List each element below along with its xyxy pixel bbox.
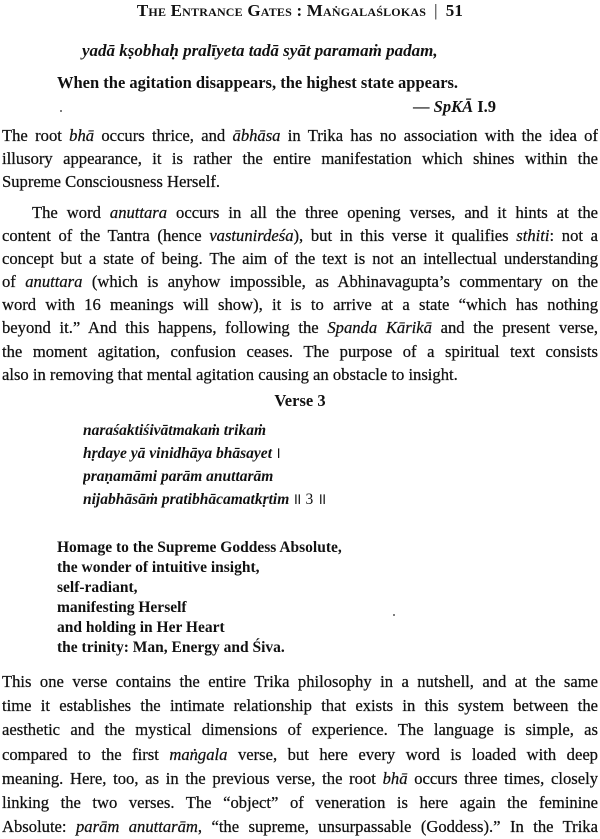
verse-translation-line: Homage to the Supreme Goddess Absolute, [57,539,342,556]
text-run: illusory appearance, it is rather the entire manifestation which shines within the [2,149,598,168]
paragraph-2 [2,201,598,386]
text-line [2,694,598,718]
text-run: content of the Tantra (hence [2,226,210,246]
text-run: The word [32,203,110,222]
italic-term: maṅgala [169,744,228,764]
italic-term: praṇamāmi parām anuttarām [83,468,274,485]
text-run: , “the supreme, unsurpassable (Goddess).” In the Trika [197,817,598,837]
text-run: concept but a state of being. The aim of the text is not an intellectual understanding [2,249,598,269]
italic-term: Spanda Kārikā [327,318,432,338]
italic-term: anuttara [109,203,168,222]
text-run: occurs in all the three opening verses, and it hints at the [167,203,598,222]
text-run: compared to the first [2,744,170,764]
running-header [0,0,600,22]
citation-dash: — [413,97,434,116]
citation-ref: I.9 [473,97,496,116]
text-run: ), but in this verse it qualifies [293,226,517,246]
text-line [2,124,598,147]
text-run: of [2,272,26,292]
verse-translation-line: and holding in Her Heart [57,619,225,636]
text-line [2,270,598,293]
text-line [2,224,598,247]
verse-heading: Verse 3 [274,391,326,410]
text-run: and the present verse, [431,318,598,338]
header-separator: | [434,1,438,20]
italic-term: sthiti [516,226,550,246]
text-run: verse, but here every word is loaded with deep [227,744,598,764]
verse-line [83,419,326,442]
italic-term: anuttara [25,272,83,292]
text-line [2,340,598,363]
citation-source: SpKĀ [433,97,474,116]
text-line [2,363,598,386]
danda-mark: । [275,445,281,462]
italic-term: naraśaktiśivātmakaṁ trikaṁ [83,422,267,439]
text-run: also in removing that mental agitation causing an obstacle to insight. [2,364,458,384]
text-line [2,670,598,694]
text-line [2,718,598,742]
text-line [2,170,598,193]
text-line [2,147,598,170]
text-line [2,247,598,270]
verse-line [83,488,326,511]
epigraph-translation: When the agitation disappears, the highest state appears. [57,73,459,92]
italic-term: bhā [382,768,408,788]
text-run: This one verse contains the entire Trika philosophy in a nutshell, and at the same [2,672,598,691]
text-line [2,201,598,224]
epigraph-sanskrit: yadā kṣobhaḥ pralīyeta tadā syāt paramaṁ padam, [82,41,438,60]
verse-line [83,442,326,465]
verse-translation-line: manifesting Herself [57,599,187,616]
scan-speck [393,614,395,616]
text-line [2,293,598,316]
text-run: aesthetic and the mystical dimensions of experience. The language is simple, as [2,720,598,740]
danda-mark: ॥ 3 ॥ [292,491,327,508]
italic-term: ābhāsa [232,126,281,145]
text-run: (which is anyhow impossible, as Abhinavagupta’s commentary on the [82,272,598,292]
text-run: time it establishes the intimate relationship that exists in this system between the [2,696,598,716]
text-line [2,767,598,791]
italic-term: parām anuttarām [75,817,198,837]
text-line [2,791,598,815]
text-run: in Trika has no association with the idea of [280,126,598,145]
text-run: word with 16 meanings will show), it is to arrive at a state “which has nothing [2,295,598,315]
italic-term: vastunirdeśa [209,226,294,246]
text-line [2,815,598,839]
paragraph-1 [2,124,598,193]
italic-term: bhā [69,126,95,145]
page-number: 51 [445,1,464,20]
scan-speck [60,110,62,112]
verse-translation-line: the trinity: Man, Energy and Śiva. [57,639,285,656]
text-run: The root [2,126,70,145]
epigraph-citation [413,96,496,118]
text-run: occurs thrice, and [94,126,233,145]
text-run: meaning. Here, too, as in the previous verse, the root [2,768,383,788]
text-line [2,743,598,767]
text-run: Absolute: [2,817,76,837]
text-run: the moment agitation, confusion ceases. The purpose of a spiritual text consists [2,341,598,361]
verse-translation-line: the wonder of intuitive insight, [57,559,260,576]
text-run: linking the two verses. The “object” of veneration is here again the feminine [2,793,598,813]
running-title: The Entrance Gates : Maṅgalaślokas [136,1,427,20]
verse-translation [57,538,342,658]
italic-term: nijabhāsāṁ pratibhācamatkṛtim [83,491,290,508]
verse-sanskrit [83,419,326,511]
verse-line [83,465,326,488]
text-run: occurs three times, closely [407,768,598,788]
text-run: : not a [549,226,598,246]
verse-translation-line: self-radiant, [57,579,138,596]
italic-term: hṛdaye yā vinidhāya bhāsayet [83,445,272,462]
text-run: Supreme Consciousness Herself. [2,172,220,191]
paragraph-3 [2,670,598,839]
text-line [2,316,598,339]
text-run: beyond it.” And this happens, following the [2,318,328,338]
